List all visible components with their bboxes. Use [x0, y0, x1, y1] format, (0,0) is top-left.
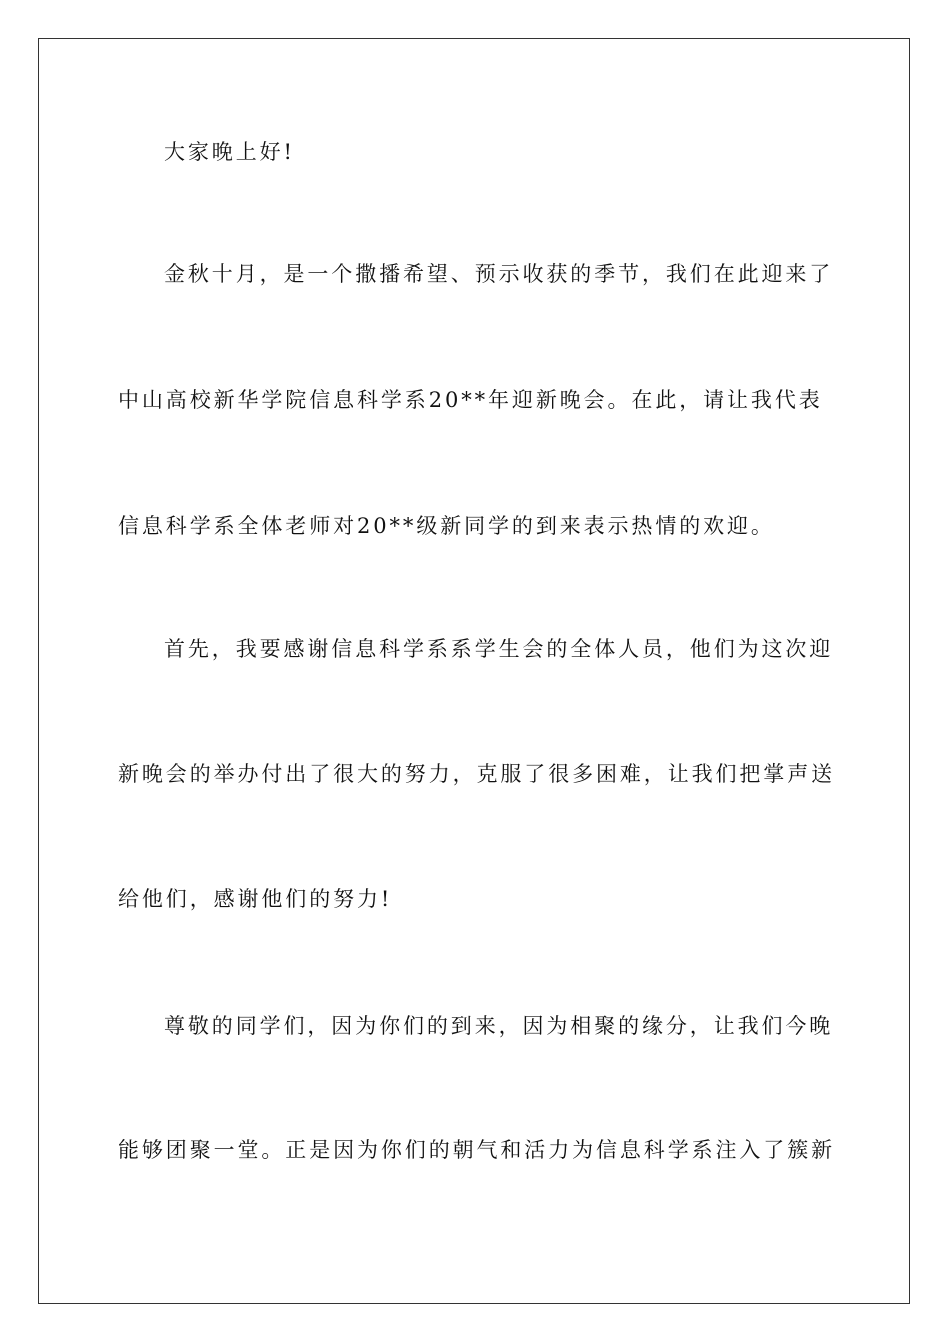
- paragraph-line: 新晚会的举办付出了很大的努力，克服了很多困难，让我们把掌声送: [118, 762, 835, 786]
- page-border: [38, 38, 910, 1304]
- paragraph-line: 金秋十月，是一个撒播希望、预示收获的季节，我们在此迎来了: [164, 262, 834, 286]
- paragraph-line: 尊敬的同学们，因为你们的到来，因为相聚的缘分，让我们今晚: [164, 1014, 834, 1038]
- greeting-line: 大家晚上好!: [164, 140, 295, 164]
- paragraph-line: 信息科学系全体老师对20**级新同学的到来表示热情的欢迎。: [118, 514, 775, 538]
- paragraph-line: 中山高校新华学院信息科学系20**年迎新晚会。在此，请让我代表: [118, 388, 823, 412]
- paragraph-line: 首先，我要感谢信息科学系系学生会的全体人员，他们为这次迎: [164, 637, 834, 661]
- paragraph-line: 能够团聚一堂。正是因为你们的朝气和活力为信息科学系注入了簇新: [118, 1138, 835, 1162]
- paragraph-line: 给他们，感谢他们的努力!: [118, 887, 393, 911]
